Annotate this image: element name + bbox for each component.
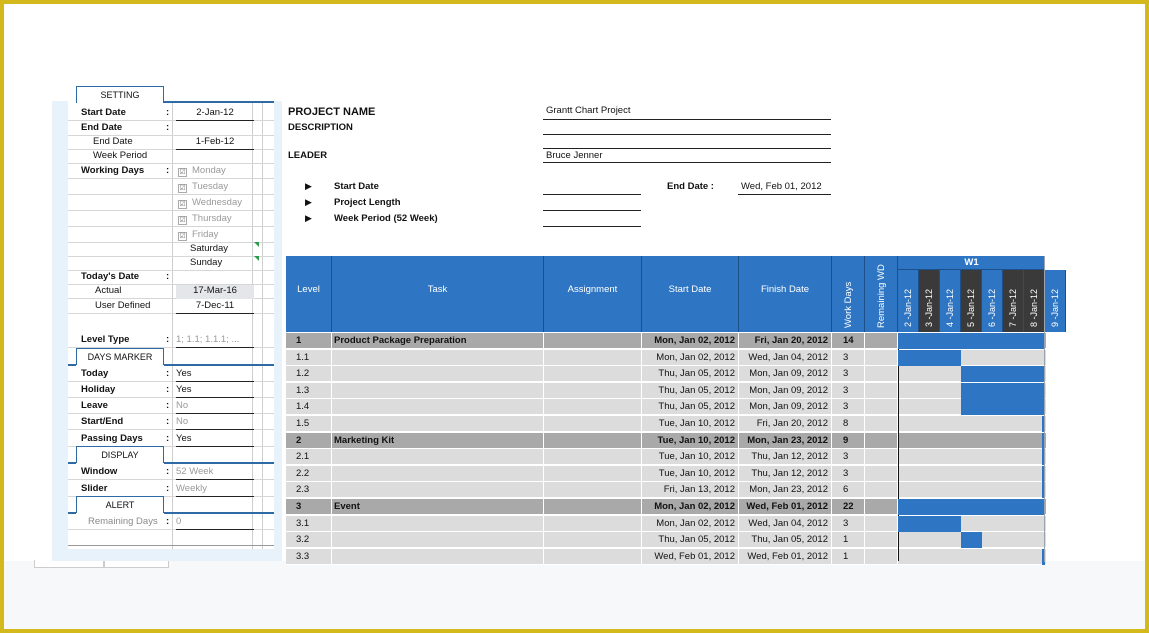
remaining-days-label: Remaining Days <box>88 516 158 527</box>
finish-date-cell[interactable]: Thu, Jan 12, 2012 <box>739 466 832 482</box>
start-date-cell[interactable]: Thu, Jan 05, 2012 <box>642 383 739 399</box>
days-marker-value[interactable]: Yes <box>176 384 254 398</box>
colon: : <box>166 368 170 379</box>
colon: : <box>166 122 170 133</box>
gantt-bar <box>898 499 1045 515</box>
section-divider <box>164 364 274 366</box>
colon: : <box>166 483 170 494</box>
days-marker-section-header: DAYS MARKER <box>76 348 164 365</box>
assignment-cell[interactable] <box>544 333 642 349</box>
day-label: 7 -Jan-12 <box>1008 288 1018 327</box>
task-cell[interactable] <box>332 482 544 498</box>
task-cell[interactable] <box>332 399 544 415</box>
day-label: 8 -Jan-12 <box>1029 288 1039 327</box>
finish-date-cell[interactable]: Mon, Jan 09, 2012 <box>739 399 832 415</box>
column-header-start-date[interactable] <box>642 256 739 332</box>
level-cell[interactable]: 2.3 <box>286 482 332 498</box>
level-cell[interactable]: 1.3 <box>286 383 332 399</box>
colon: : <box>166 466 170 477</box>
working-day-row <box>68 180 274 195</box>
sheet-tab[interactable] <box>34 560 104 568</box>
level-type-label: Level Type <box>81 334 130 345</box>
gantt-bar <box>961 383 1045 399</box>
work-days-cell[interactable]: 9 <box>832 433 865 449</box>
days-marker-value[interactable]: No <box>176 416 254 430</box>
colon: : <box>166 165 170 176</box>
slider-label: Slider <box>81 483 108 494</box>
end-date-summary-label: End Date : <box>667 181 714 192</box>
column-header-work-days[interactable] <box>832 256 865 332</box>
weekend-day-sunday: Sunday <box>190 257 223 268</box>
working-day-friday[interactable] <box>178 229 218 241</box>
sheet-footer <box>4 561 1145 629</box>
week-period-underline <box>543 226 641 227</box>
sheet-tab[interactable] <box>104 560 169 568</box>
start-date-cell[interactable]: Thu, Jan 05, 2012 <box>642 399 739 415</box>
window-field[interactable]: 52 Week <box>176 466 254 480</box>
start-date-cell[interactable]: Mon, Jan 02, 2012 <box>642 333 739 349</box>
gantt-bar <box>898 333 1045 349</box>
start-date-cell[interactable]: Mon, Jan 02, 2012 <box>642 499 739 515</box>
arrow-right-icon: ▶ <box>305 213 312 223</box>
section-divider <box>68 364 76 366</box>
day-label: 2 -Jan-12 <box>903 288 913 327</box>
assignment-cell[interactable] <box>544 482 642 498</box>
checkbox-icon: ☑ <box>179 201 186 208</box>
weekend-day-saturday: Saturday <box>190 243 229 254</box>
end-date-row <box>68 121 274 136</box>
task-cell[interactable] <box>332 549 544 565</box>
remaining-wd-cell[interactable] <box>865 449 898 465</box>
finish-date-cell[interactable]: Mon, Jan 09, 2012 <box>739 383 832 399</box>
remaining-wd-cell[interactable] <box>865 549 898 565</box>
level-type-row <box>68 333 274 348</box>
description-underline <box>543 134 831 135</box>
start-date-cell[interactable]: Tue, Jan 10, 2012 <box>642 449 739 465</box>
working-day-label: Wednesday <box>192 197 242 208</box>
days-marker-value[interactable]: Yes <box>176 368 254 382</box>
level-cell[interactable]: 1.2 <box>286 366 332 382</box>
colon: : <box>166 516 170 527</box>
assignment-cell[interactable] <box>544 416 642 432</box>
working-day-label: Monday <box>192 165 226 176</box>
header-label: Work Days <box>843 281 854 328</box>
start-date-field[interactable]: 2-Jan-12 <box>176 107 254 121</box>
task-cell[interactable]: Marketing Kit <box>332 433 544 449</box>
start-date-cell[interactable]: Fri, Jan 13, 2012 <box>642 482 739 498</box>
day-label: 5 -Jan-12 <box>966 288 976 327</box>
checkbox-icon: ☑ <box>179 185 186 192</box>
task-cell[interactable] <box>332 516 544 532</box>
work-days-cell[interactable]: 3 <box>832 449 865 465</box>
working-day-thursday[interactable] <box>178 213 232 225</box>
day-column-header <box>898 270 919 332</box>
finish-date-cell[interactable]: Wed, Feb 01, 2012 <box>739 499 832 515</box>
task-cell[interactable] <box>332 383 544 399</box>
task-cell[interactable] <box>332 366 544 382</box>
days-marker-row <box>68 383 274 398</box>
gantt-bar <box>961 532 982 548</box>
colon: : <box>166 107 170 118</box>
level-cell[interactable]: 3.1 <box>286 516 332 532</box>
end-date-summary-underline <box>738 194 831 195</box>
working-days-row <box>68 164 274 179</box>
work-days-cell[interactable]: 3 <box>832 350 865 366</box>
days-marker-label: Holiday <box>81 384 116 395</box>
description-underline <box>543 148 831 149</box>
slider-field[interactable]: Weekly <box>176 483 254 497</box>
finish-date-cell[interactable]: Thu, Jan 12, 2012 <box>739 449 832 465</box>
finish-date-cell[interactable]: Wed, Feb 01, 2012 <box>739 549 832 565</box>
level-cell[interactable]: 2.1 <box>286 449 332 465</box>
colon: : <box>166 384 170 395</box>
days-marker-row <box>68 432 274 447</box>
todays-date-label: Today's Date <box>81 271 140 282</box>
gantt-bar <box>898 350 961 366</box>
column-header-level[interactable] <box>286 256 332 332</box>
level-cell[interactable]: 1.1 <box>286 350 332 366</box>
arrow-right-icon: ▶ <box>305 197 312 207</box>
assignment-cell[interactable] <box>544 399 642 415</box>
working-days-label: Working Days <box>81 165 145 176</box>
week-period-row <box>68 149 274 164</box>
assignment-cell[interactable] <box>544 466 642 482</box>
weekend-day-row <box>68 242 274 257</box>
start-date-cell[interactable]: Mon, Jan 02, 2012 <box>642 350 739 366</box>
work-days-cell[interactable]: 1 <box>832 532 865 548</box>
cell-comment-marker <box>254 242 259 247</box>
project-length-label: Project Length <box>334 197 401 208</box>
colon: : <box>166 433 170 444</box>
days-marker-label: Start/End <box>81 416 124 427</box>
working-day-row <box>68 212 274 227</box>
project-name-underline <box>543 119 831 120</box>
task-cell[interactable]: Event <box>332 499 544 515</box>
start-date-summary-label: Start Date <box>334 181 379 192</box>
leader-underline <box>543 162 831 163</box>
working-day-label: Thursday <box>192 213 232 224</box>
level-cell[interactable]: 1.4 <box>286 399 332 415</box>
start-date-cell[interactable]: Tue, Jan 10, 2012 <box>642 433 739 449</box>
remaining-wd-cell[interactable] <box>865 532 898 548</box>
assignment-cell[interactable] <box>544 350 642 366</box>
remaining-wd-cell[interactable] <box>865 333 898 349</box>
remaining-wd-cell[interactable] <box>865 383 898 399</box>
section-divider <box>164 512 274 514</box>
end-date-field[interactable]: 1-Feb-12 <box>176 136 254 150</box>
level-cell[interactable]: 3.2 <box>286 532 332 548</box>
end-date-summary-value: Wed, Feb 01, 2012 <box>741 181 822 192</box>
days-marker-label: Leave <box>81 400 108 411</box>
task-cell[interactable] <box>332 350 544 366</box>
work-days-cell[interactable]: 3 <box>832 399 865 415</box>
work-days-cell[interactable]: 3 <box>832 466 865 482</box>
work-days-cell[interactable]: 8 <box>832 416 865 432</box>
finish-date-cell[interactable]: Mon, Jan 23, 2012 <box>739 482 832 498</box>
todays-date-row <box>68 270 274 285</box>
end-date-value-row <box>68 135 274 150</box>
column-header-task[interactable] <box>332 256 544 332</box>
arrow-right-icon: ▶ <box>305 181 312 191</box>
section-divider <box>164 462 274 464</box>
day-column-header <box>940 270 961 332</box>
assignment-cell[interactable] <box>544 549 642 565</box>
colon: : <box>166 334 170 345</box>
day-column-header <box>1024 270 1045 332</box>
actual-date-row <box>68 284 274 299</box>
gantt-bar <box>961 366 1045 382</box>
colon: : <box>166 400 170 411</box>
window-row <box>68 465 274 480</box>
day-label: 4 -Jan-12 <box>945 288 955 327</box>
remaining-wd-cell[interactable] <box>865 416 898 432</box>
work-days-cell[interactable]: 1 <box>832 549 865 565</box>
column-header-assignment[interactable] <box>544 256 642 332</box>
working-day-row <box>68 196 274 211</box>
work-days-cell[interactable]: 14 <box>832 333 865 349</box>
level-type-field[interactable]: 1; 1.1; 1.1.1; ... <box>176 334 254 348</box>
remaining-wd-cell[interactable] <box>865 366 898 382</box>
spreadsheet-sheet <box>4 4 1145 629</box>
finish-date-cell[interactable]: Wed, Jan 04, 2012 <box>739 516 832 532</box>
end-date-label: End Date <box>81 122 123 133</box>
week-period-summary-label: Week Period (52 Week) <box>334 213 438 224</box>
work-days-cell[interactable]: 6 <box>832 482 865 498</box>
checkbox-icon: ☑ <box>179 233 186 240</box>
user-defined-label: User Defined <box>95 300 151 311</box>
finish-date-cell[interactable]: Fri, Jan 20, 2012 <box>739 333 832 349</box>
assignment-cell[interactable] <box>544 433 642 449</box>
task-cell[interactable]: Product Package Preparation <box>332 333 544 349</box>
finish-date-cell[interactable]: Fri, Jan 20, 2012 <box>739 416 832 432</box>
working-day-monday[interactable] <box>178 165 226 177</box>
section-divider <box>68 462 76 464</box>
checkbox-icon: ☑ <box>179 217 186 224</box>
gantt-bar <box>961 399 1045 415</box>
days-marker-label: Passing Days <box>81 433 143 444</box>
days-marker-row <box>68 415 274 430</box>
week-period-label: Week Period <box>93 150 148 161</box>
header-label: Remaining WD <box>876 264 887 328</box>
section-divider <box>164 101 274 103</box>
panel-bottom-row <box>68 531 274 546</box>
actual-date-field: 17-Mar-16 <box>176 285 254 299</box>
level-cell[interactable]: 3.3 <box>286 549 332 565</box>
checkbox-icon: ☑ <box>179 169 186 176</box>
leader-value[interactable]: Bruce Jenner <box>546 150 603 161</box>
working-day-row <box>68 228 274 243</box>
start-date-label: Start Date <box>81 107 126 118</box>
colon: : <box>166 416 170 427</box>
project-length-underline <box>543 210 641 211</box>
remaining-wd-cell[interactable] <box>865 399 898 415</box>
remaining-days-row <box>68 515 274 530</box>
task-cell[interactable] <box>332 416 544 432</box>
finish-date-cell[interactable]: Thu, Jan 05, 2012 <box>739 532 832 548</box>
remaining-wd-cell[interactable] <box>865 516 898 532</box>
slider-row <box>68 482 274 497</box>
assignment-cell[interactable] <box>544 532 642 548</box>
work-days-cell[interactable]: 22 <box>832 499 865 515</box>
assignment-cell[interactable] <box>544 449 642 465</box>
leader-label: LEADER <box>288 150 328 161</box>
weekend-day-row <box>68 256 274 271</box>
gantt-bar <box>898 516 961 532</box>
header-label: Task <box>427 284 448 295</box>
user-defined-field[interactable]: 7-Dec-11 <box>176 300 254 314</box>
assignment-cell[interactable] <box>544 499 642 515</box>
working-day-label: Friday <box>192 229 219 240</box>
start-date-cell[interactable]: Mon, Jan 02, 2012 <box>642 516 739 532</box>
day-label: 9 -Jan-12 <box>1050 288 1060 327</box>
finish-date-cell[interactable]: Mon, Jan 23, 2012 <box>739 433 832 449</box>
visible-edge <box>1044 256 1045 562</box>
user-defined-row <box>68 299 274 314</box>
start-date-summary-underline <box>543 194 641 195</box>
remaining-wd-cell[interactable] <box>865 499 898 515</box>
alert-section-header: ALERT <box>76 496 164 513</box>
start-date-cell[interactable]: Tue, Jan 10, 2012 <box>642 416 739 432</box>
setting-section-header: SETTING <box>76 86 164 103</box>
assignment-cell[interactable] <box>544 516 642 532</box>
actual-date-label: Actual <box>95 285 122 296</box>
day-column-header <box>961 270 982 332</box>
start-date-cell[interactable]: Thu, Jan 05, 2012 <box>642 532 739 548</box>
remaining-wd-cell[interactable] <box>865 482 898 498</box>
display-section-header: DISPLAY <box>76 446 164 463</box>
header-label: Assignment <box>567 284 618 295</box>
start-date-cell[interactable]: Wed, Feb 01, 2012 <box>642 549 739 565</box>
days-marker-row <box>68 399 274 414</box>
level-cell[interactable]: 2 <box>286 433 332 449</box>
window-label: Window <box>81 466 118 477</box>
task-cell[interactable] <box>332 449 544 465</box>
end-date-sub-label: End Date <box>93 136 133 147</box>
start-date-cell[interactable]: Tue, Jan 10, 2012 <box>642 466 739 482</box>
task-cell[interactable] <box>332 466 544 482</box>
finish-date-cell[interactable]: Wed, Jan 04, 2012 <box>739 350 832 366</box>
assignment-cell[interactable] <box>544 383 642 399</box>
remaining-days-field[interactable]: 0 <box>176 516 254 530</box>
work-days-cell[interactable]: 3 <box>832 383 865 399</box>
assignment-cell[interactable] <box>544 366 642 382</box>
working-day-wednesday[interactable] <box>178 197 242 209</box>
level-cell[interactable]: 1.5 <box>286 416 332 432</box>
day-column-header <box>1003 270 1024 332</box>
level-cell[interactable]: 3 <box>286 499 332 515</box>
project-name-label: PROJECT NAME <box>288 106 376 118</box>
remaining-wd-cell[interactable] <box>865 466 898 482</box>
work-days-cell[interactable]: 3 <box>832 366 865 382</box>
finish-date-cell[interactable]: Mon, Jan 09, 2012 <box>739 366 832 382</box>
project-name-value[interactable]: Grantt Chart Project <box>546 105 631 116</box>
day-label: 3 -Jan-12 <box>924 288 934 327</box>
day-column-header <box>982 270 1003 332</box>
colon: : <box>166 271 170 282</box>
days-marker-value[interactable]: No <box>176 400 254 414</box>
start-date-row <box>68 106 274 121</box>
header-label: Level <box>297 284 320 295</box>
task-cell[interactable] <box>332 532 544 548</box>
remaining-wd-cell[interactable] <box>865 350 898 366</box>
days-marker-row <box>68 367 274 382</box>
start-date-cell[interactable]: Thu, Jan 05, 2012 <box>642 366 739 382</box>
days-marker-label: Today <box>81 368 109 379</box>
level-cell[interactable]: 1 <box>286 333 332 349</box>
section-divider <box>68 512 76 514</box>
cell-comment-marker <box>254 256 259 261</box>
header-label: Start Date <box>668 284 712 295</box>
header-label: Finish Date <box>760 284 810 295</box>
level-cell[interactable]: 2.2 <box>286 466 332 482</box>
description-label: DESCRIPTION <box>288 122 353 133</box>
column-header-finish-date[interactable] <box>739 256 832 332</box>
day-column-header <box>919 270 940 332</box>
day-label: 6 -Jan-12 <box>987 288 997 327</box>
week-band-header: W1 <box>898 256 1045 270</box>
day-column-header <box>1045 270 1066 332</box>
column-header-remaining-wd[interactable] <box>865 256 898 332</box>
work-days-cell[interactable]: 3 <box>832 516 865 532</box>
days-marker-value[interactable]: Yes <box>176 433 254 447</box>
working-day-tuesday[interactable] <box>178 181 228 193</box>
working-day-label: Tuesday <box>192 181 229 192</box>
remaining-wd-cell[interactable] <box>865 433 898 449</box>
